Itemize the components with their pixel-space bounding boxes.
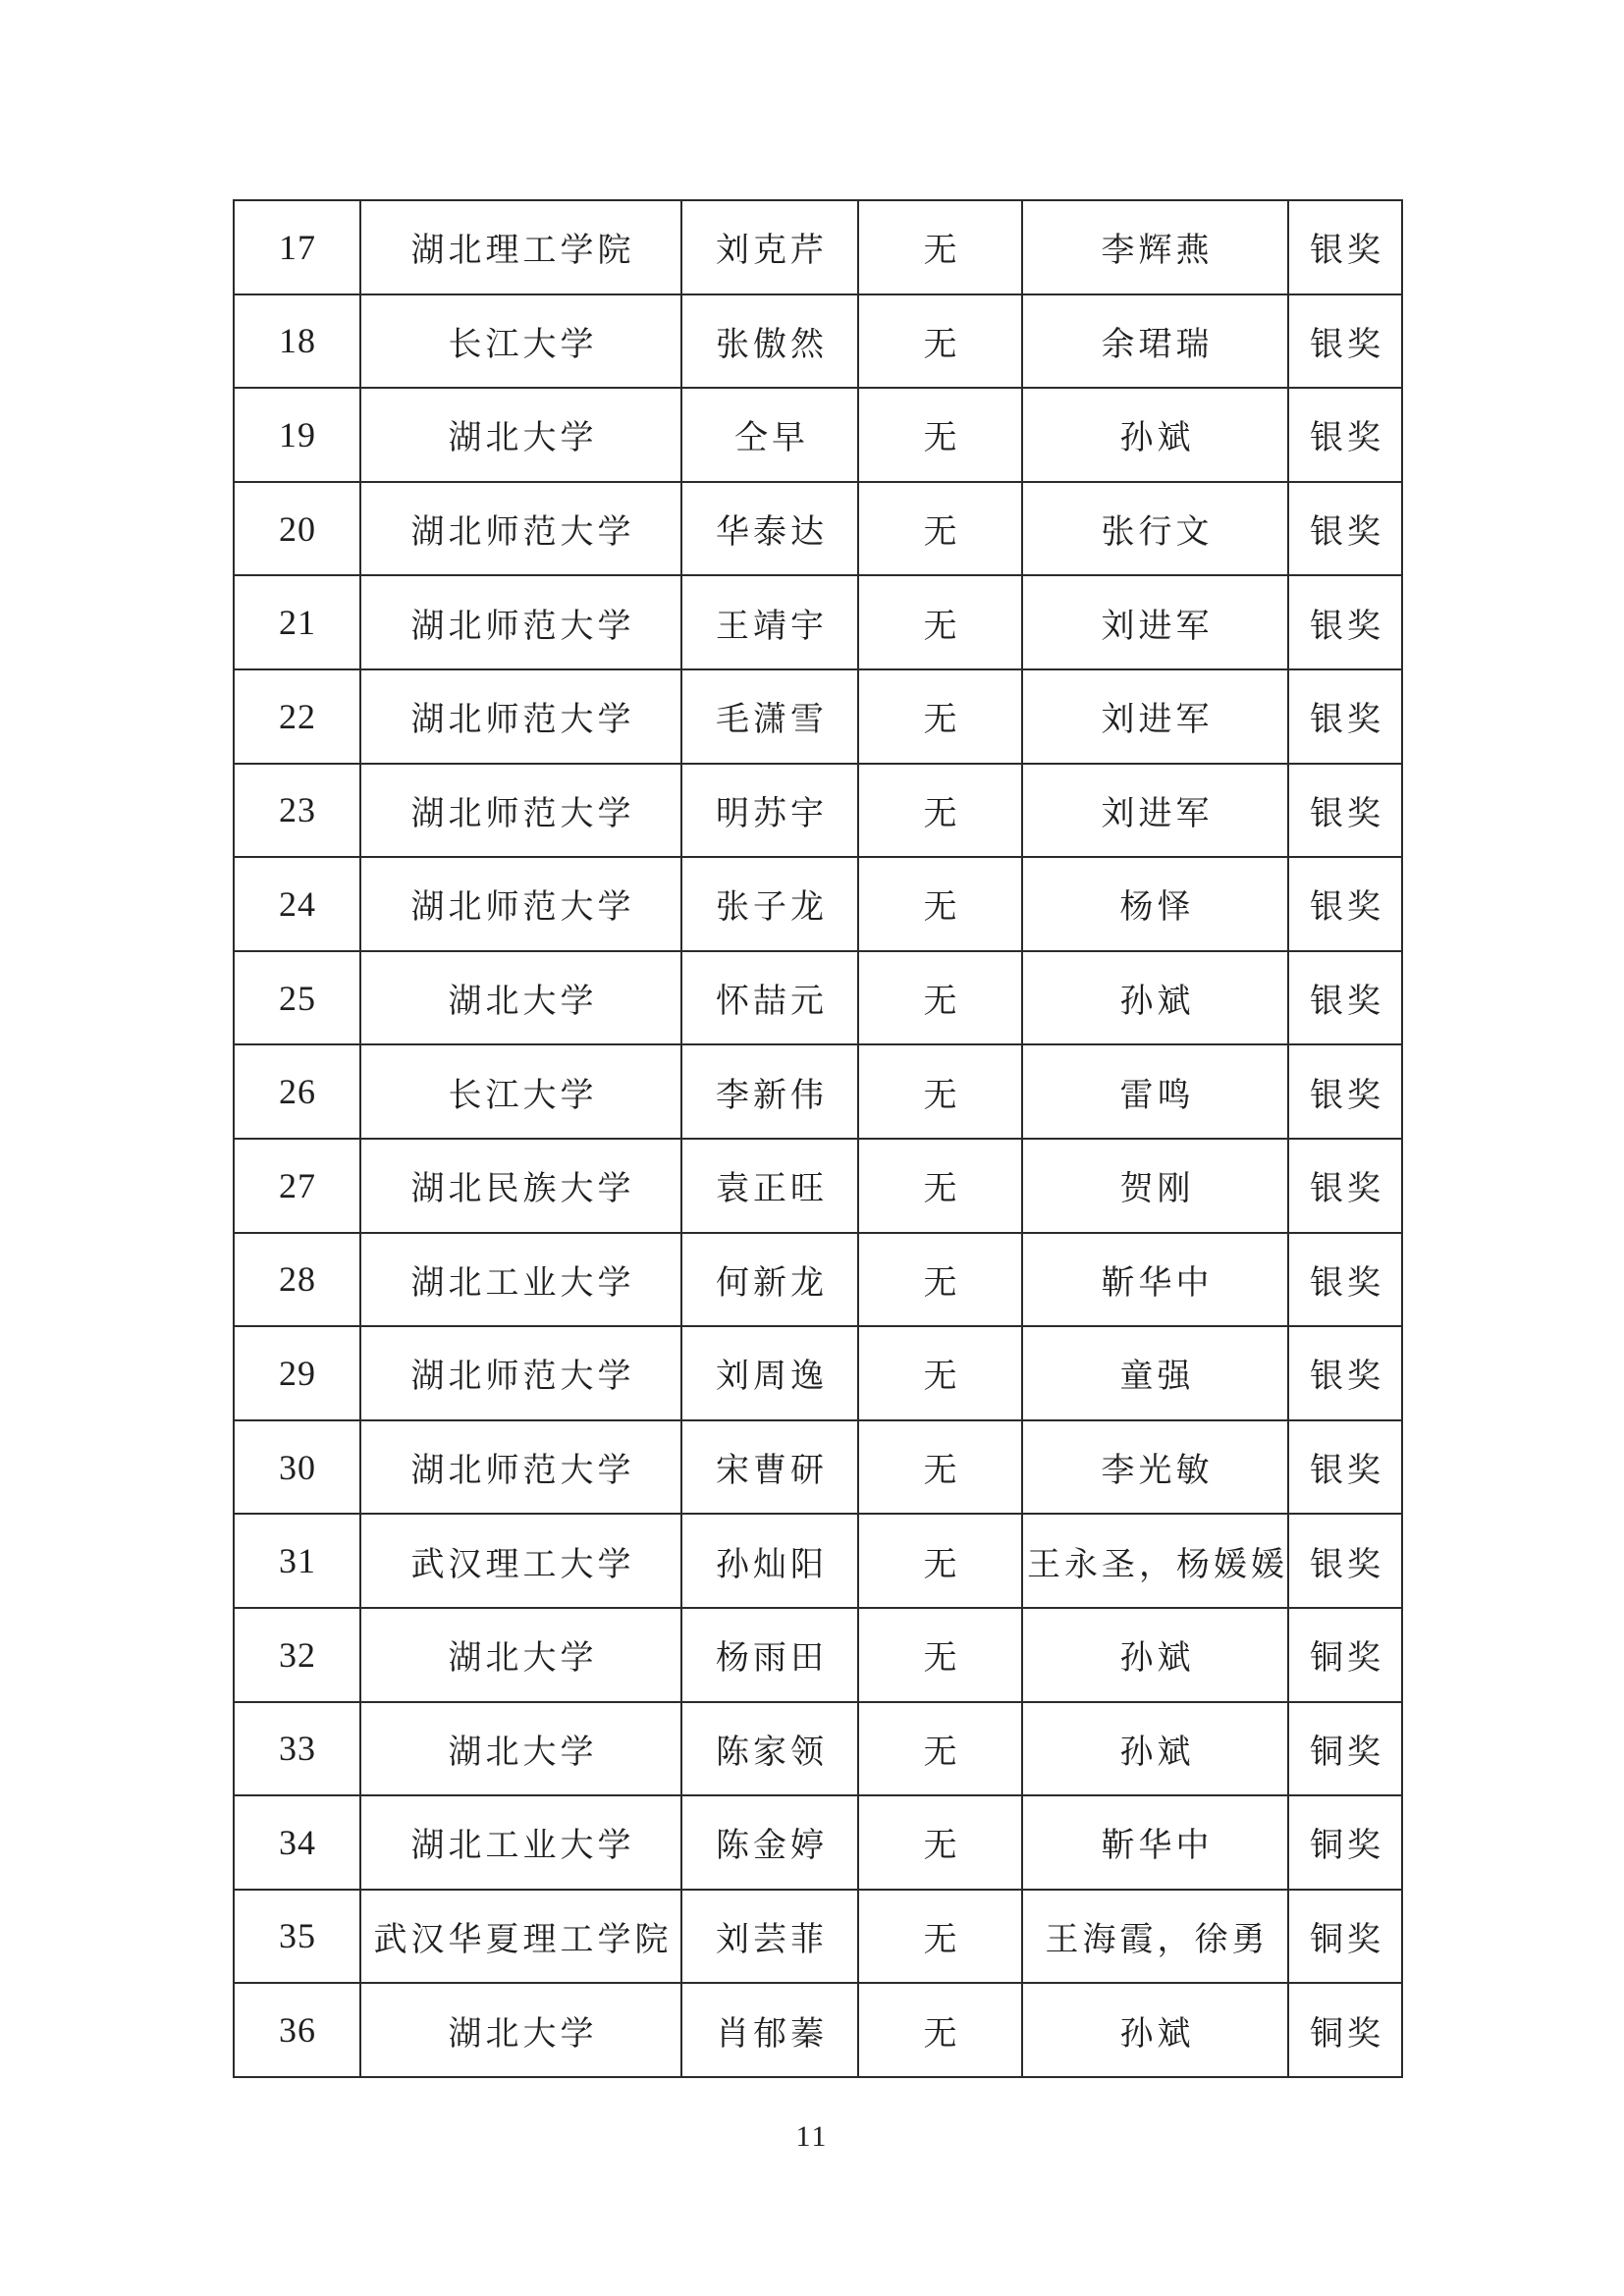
student-name-cell: 刘克芹 — [681, 200, 858, 294]
student-name-cell: 袁正旺 — [681, 1139, 858, 1233]
rank-cell: 31 — [234, 1514, 360, 1608]
advisor-cell: 孙斌 — [1022, 1983, 1288, 2077]
rank-cell: 30 — [234, 1420, 360, 1515]
work-title-cell: 无 — [858, 1514, 1022, 1608]
advisor-cell: 张行文 — [1022, 482, 1288, 576]
award-cell: 银奖 — [1288, 1139, 1402, 1233]
advisor-cell: 王海霞，徐勇 — [1022, 1890, 1288, 1984]
rank-cell: 29 — [234, 1326, 360, 1420]
advisor-cell: 刘进军 — [1022, 669, 1288, 764]
advisor-cell: 童强 — [1022, 1326, 1288, 1420]
student-name-cell: 孙灿阳 — [681, 1514, 858, 1608]
work-title-cell: 无 — [858, 294, 1022, 389]
advisor-cell: 孙斌 — [1022, 1608, 1288, 1702]
award-cell: 银奖 — [1288, 575, 1402, 669]
student-name-cell: 王靖宇 — [681, 575, 858, 669]
table-row — [234, 951, 1402, 1045]
table-row — [234, 1702, 1402, 1796]
award-cell: 银奖 — [1288, 951, 1402, 1045]
student-name-cell: 何新龙 — [681, 1233, 858, 1327]
table-row — [234, 1233, 1402, 1327]
advisor-cell: 靳华中 — [1022, 1795, 1288, 1890]
rank-cell: 25 — [234, 951, 360, 1045]
award-cell: 银奖 — [1288, 1044, 1402, 1139]
advisor-cell: 李光敏 — [1022, 1420, 1288, 1515]
student-name-cell: 肖郁蓁 — [681, 1983, 858, 2077]
student-name-cell: 刘周逸 — [681, 1326, 858, 1420]
work-title-cell: 无 — [858, 1983, 1022, 2077]
work-title-cell: 无 — [858, 951, 1022, 1045]
advisor-cell: 靳华中 — [1022, 1233, 1288, 1327]
university-cell: 长江大学 — [360, 294, 681, 389]
work-title-cell: 无 — [858, 1420, 1022, 1515]
student-name-cell: 陈金婷 — [681, 1795, 858, 1890]
work-title-cell: 无 — [858, 1044, 1022, 1139]
university-cell: 湖北师范大学 — [360, 764, 681, 858]
university-cell: 湖北师范大学 — [360, 857, 681, 951]
rank-cell: 17 — [234, 200, 360, 294]
advisor-cell: 刘进军 — [1022, 764, 1288, 858]
advisor-cell: 孙斌 — [1022, 1702, 1288, 1796]
work-title-cell: 无 — [858, 1608, 1022, 1702]
award-cell: 铜奖 — [1288, 1795, 1402, 1890]
work-title-cell: 无 — [858, 1326, 1022, 1420]
award-cell: 银奖 — [1288, 200, 1402, 294]
rank-cell: 33 — [234, 1702, 360, 1796]
table-row — [234, 294, 1402, 389]
table-row — [234, 1608, 1402, 1702]
award-cell: 银奖 — [1288, 1326, 1402, 1420]
rank-cell: 26 — [234, 1044, 360, 1139]
rank-cell: 18 — [234, 294, 360, 389]
student-name-cell: 宋曹研 — [681, 1420, 858, 1515]
award-cell: 银奖 — [1288, 388, 1402, 482]
student-name-cell: 杨雨田 — [681, 1608, 858, 1702]
table-row — [234, 669, 1402, 764]
student-name-cell: 张傲然 — [681, 294, 858, 389]
advisor-cell: 李辉燕 — [1022, 200, 1288, 294]
university-cell: 湖北师范大学 — [360, 1326, 681, 1420]
award-table-body — [234, 200, 1402, 2077]
award-cell: 银奖 — [1288, 294, 1402, 389]
student-name-cell: 仝早 — [681, 388, 858, 482]
university-cell: 湖北工业大学 — [360, 1233, 681, 1327]
award-cell: 铜奖 — [1288, 1890, 1402, 1984]
university-cell: 湖北大学 — [360, 1608, 681, 1702]
rank-cell: 34 — [234, 1795, 360, 1890]
advisor-cell: 刘进军 — [1022, 575, 1288, 669]
work-title-cell: 无 — [858, 1795, 1022, 1890]
award-cell: 银奖 — [1288, 1420, 1402, 1515]
table-row — [234, 200, 1402, 294]
award-table — [233, 199, 1403, 2078]
work-title-cell: 无 — [858, 575, 1022, 669]
rank-cell: 24 — [234, 857, 360, 951]
university-cell: 湖北大学 — [360, 1702, 681, 1796]
work-title-cell: 无 — [858, 669, 1022, 764]
university-cell: 武汉华夏理工学院 — [360, 1890, 681, 1984]
table-row — [234, 1890, 1402, 1984]
table-row — [234, 1514, 1402, 1608]
table-row — [234, 1983, 1402, 2077]
table-row — [234, 575, 1402, 669]
university-cell: 湖北师范大学 — [360, 1420, 681, 1515]
student-name-cell: 华泰达 — [681, 482, 858, 576]
award-cell: 银奖 — [1288, 1233, 1402, 1327]
award-cell: 银奖 — [1288, 857, 1402, 951]
university-cell: 湖北大学 — [360, 388, 681, 482]
rank-cell: 22 — [234, 669, 360, 764]
university-cell: 武汉理工大学 — [360, 1514, 681, 1608]
student-name-cell: 怀喆元 — [681, 951, 858, 1045]
award-cell: 银奖 — [1288, 669, 1402, 764]
university-cell: 湖北师范大学 — [360, 669, 681, 764]
award-cell: 银奖 — [1288, 1514, 1402, 1608]
student-name-cell: 毛潇雪 — [681, 669, 858, 764]
university-cell: 湖北师范大学 — [360, 575, 681, 669]
advisor-cell: 孙斌 — [1022, 951, 1288, 1045]
advisor-cell: 雷鸣 — [1022, 1044, 1288, 1139]
work-title-cell: 无 — [858, 857, 1022, 951]
student-name-cell: 陈家领 — [681, 1702, 858, 1796]
advisor-cell: 王永圣，杨媛媛 — [1022, 1514, 1288, 1608]
table-row — [234, 1326, 1402, 1420]
rank-cell: 27 — [234, 1139, 360, 1233]
work-title-cell: 无 — [858, 1890, 1022, 1984]
work-title-cell: 无 — [858, 1702, 1022, 1796]
student-name-cell: 明苏宇 — [681, 764, 858, 858]
page-number: 11 — [795, 2120, 829, 2153]
work-title-cell: 无 — [858, 200, 1022, 294]
advisor-cell: 贺刚 — [1022, 1139, 1288, 1233]
university-cell: 湖北理工学院 — [360, 200, 681, 294]
advisor-cell: 杨怿 — [1022, 857, 1288, 951]
advisor-cell: 孙斌 — [1022, 388, 1288, 482]
table-row — [234, 388, 1402, 482]
rank-cell: 35 — [234, 1890, 360, 1984]
table-row — [234, 1139, 1402, 1233]
rank-cell: 28 — [234, 1233, 360, 1327]
student-name-cell: 刘芸菲 — [681, 1890, 858, 1984]
rank-cell: 20 — [234, 482, 360, 576]
award-cell: 铜奖 — [1288, 1983, 1402, 2077]
table-row — [234, 857, 1402, 951]
table-row — [234, 1795, 1402, 1890]
university-cell: 湖北大学 — [360, 951, 681, 1045]
university-cell: 长江大学 — [360, 1044, 681, 1139]
advisor-cell: 余珺瑞 — [1022, 294, 1288, 389]
student-name-cell: 李新伟 — [681, 1044, 858, 1139]
university-cell: 湖北民族大学 — [360, 1139, 681, 1233]
work-title-cell: 无 — [858, 1233, 1022, 1327]
award-cell: 银奖 — [1288, 482, 1402, 576]
award-cell: 银奖 — [1288, 764, 1402, 858]
student-name-cell: 张子龙 — [681, 857, 858, 951]
rank-cell: 21 — [234, 575, 360, 669]
rank-cell: 19 — [234, 388, 360, 482]
work-title-cell: 无 — [858, 1139, 1022, 1233]
rank-cell: 36 — [234, 1983, 360, 2077]
work-title-cell: 无 — [858, 482, 1022, 576]
university-cell: 湖北大学 — [360, 1983, 681, 2077]
university-cell: 湖北工业大学 — [360, 1795, 681, 1890]
table-row — [234, 1420, 1402, 1515]
table-row — [234, 482, 1402, 576]
work-title-cell: 无 — [858, 388, 1022, 482]
table-row — [234, 764, 1402, 858]
work-title-cell: 无 — [858, 764, 1022, 858]
rank-cell: 32 — [234, 1608, 360, 1702]
rank-cell: 23 — [234, 764, 360, 858]
university-cell: 湖北师范大学 — [360, 482, 681, 576]
award-cell: 铜奖 — [1288, 1608, 1402, 1702]
table-row — [234, 1044, 1402, 1139]
award-cell: 铜奖 — [1288, 1702, 1402, 1796]
